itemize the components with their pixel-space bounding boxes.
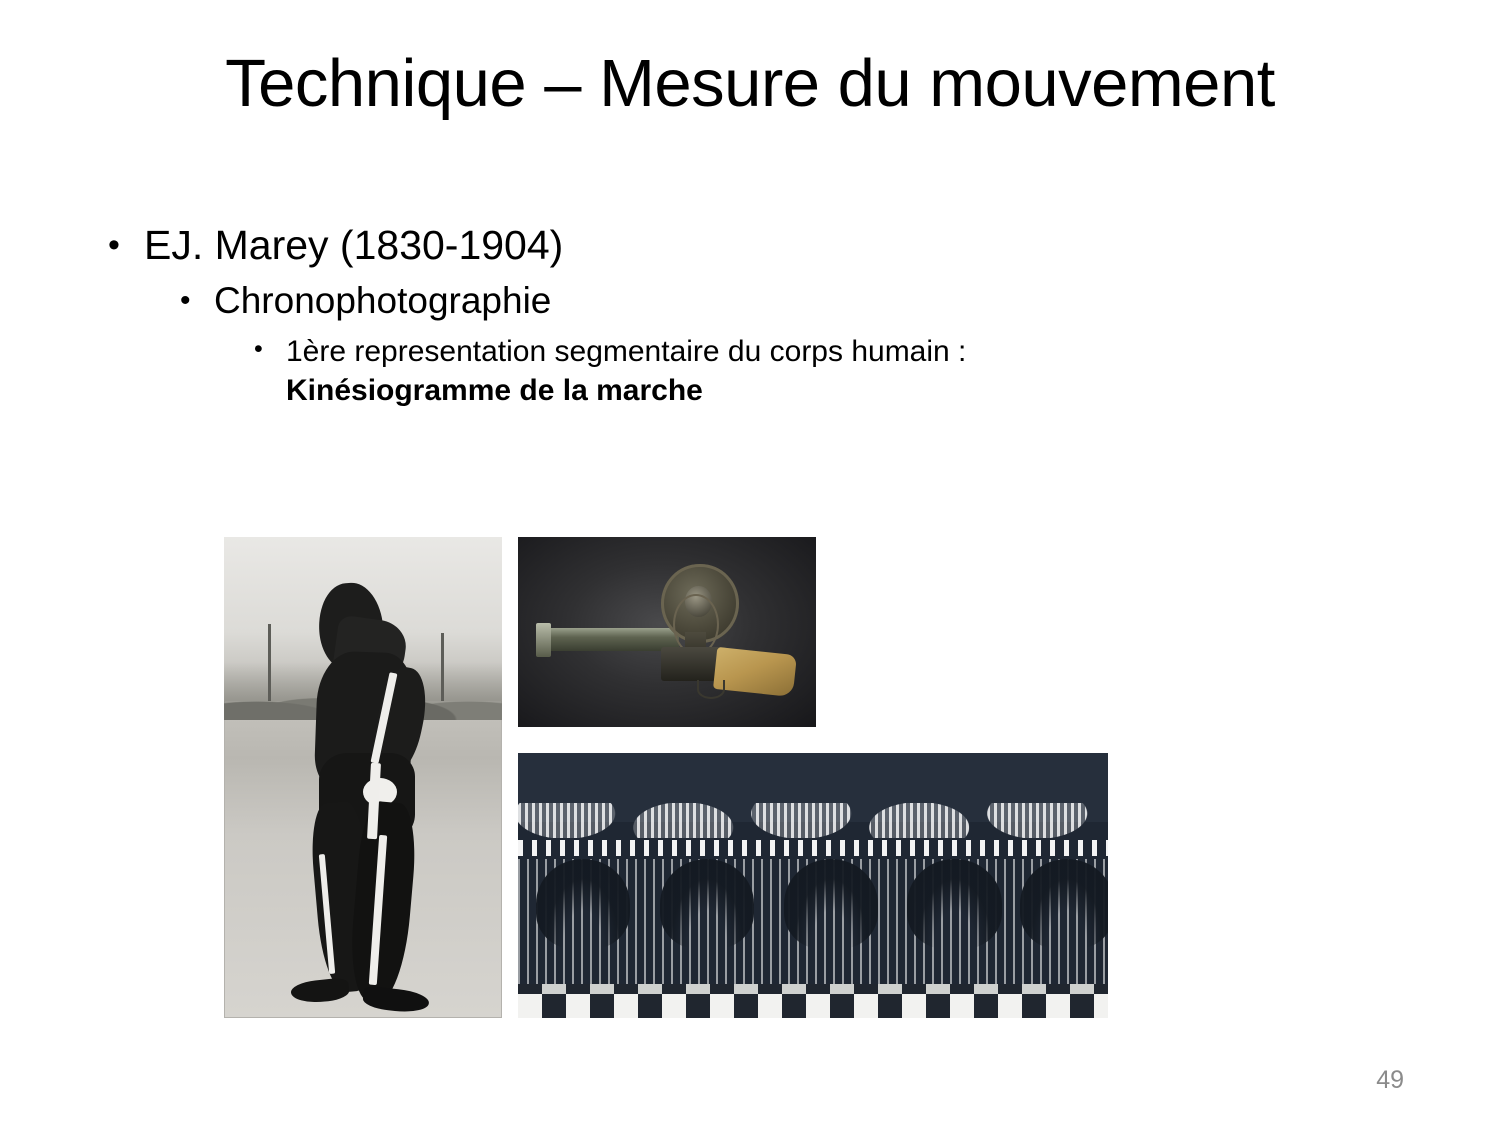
page-title: Technique – Mesure du mouvement — [225, 46, 1275, 121]
photo-kinesiogramme-de-la-marche — [518, 753, 1108, 1018]
kine-dark-gap — [536, 859, 630, 949]
bullet-marker-icon: • — [180, 283, 191, 317]
bullet-marker-icon: • — [108, 226, 120, 264]
kine-dotted-trace — [518, 840, 1108, 856]
list-item-level1 — [108, 222, 1378, 270]
list-item-level3 — [254, 332, 1378, 410]
kine-checkerboard-scale — [518, 994, 1108, 1018]
list-item-level1-label: EJ. Marey (1830-1904) — [144, 222, 564, 268]
bullet-marker-icon: • — [254, 335, 263, 364]
photo-pole — [268, 624, 271, 701]
list-item-level3-text: 1ère representation segmentaire du corps humain : — [286, 335, 967, 369]
kine-dark-gap — [660, 859, 754, 949]
photo-man-in-black-suit — [224, 537, 502, 1018]
list-item-level3-emphasis: Kinésiogramme de la marche — [286, 374, 703, 408]
page-number: 49 — [1376, 1066, 1404, 1094]
kine-scale-row — [518, 984, 1108, 995]
gun-trigger-guard — [697, 680, 725, 699]
kine-dark-gap — [1020, 859, 1109, 949]
figure-foot-back — [290, 977, 350, 1005]
kine-dark-gap — [784, 859, 878, 949]
list-item-level2 — [180, 280, 1378, 323]
figure-foot-front — [362, 986, 430, 1015]
photo-pole — [441, 633, 444, 700]
bullet-list — [108, 222, 1378, 410]
gun-barrel-tip — [536, 623, 551, 657]
gun-barrel — [542, 628, 679, 651]
list-item-level3-label — [286, 332, 1378, 410]
gun-wooden-stock — [713, 647, 797, 697]
list-item-level2-label: Chronophotographie — [214, 279, 552, 321]
kine-trunk-trace — [518, 803, 1108, 837]
photo-fusil-photographique — [518, 537, 816, 727]
kine-dark-gap — [907, 859, 1001, 949]
